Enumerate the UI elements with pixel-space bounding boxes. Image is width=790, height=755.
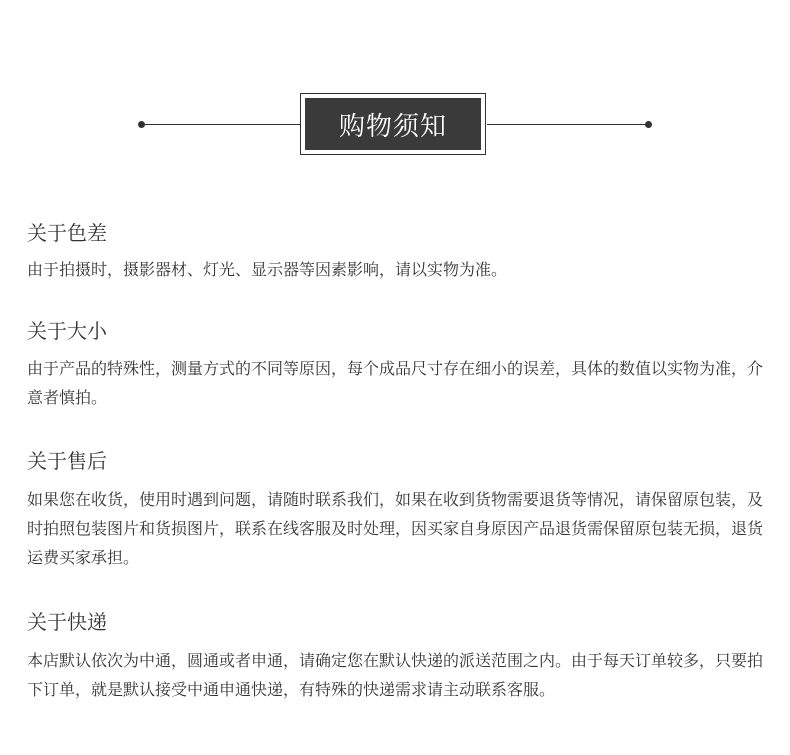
section-color-difference — [27, 220, 767, 284]
title-divider-right — [487, 124, 649, 125]
section-body: 本店默认依次为中通，圆通或者申通，请确定您在默认快递的派送范围之内。由于每天订单较多，只要拍下订单，就是默认接受中通申通快递，有特殊的快递需求请主动联系客服。 — [27, 651, 764, 699]
section-body: 由于产品的特殊性，测量方式的不同等原因，每个成品尺寸存在细小的误差，具体的数值以实物为准，介意者慎拍。 — [27, 359, 764, 407]
page-title: 购物须知 — [338, 111, 447, 142]
section-body: 如果您在收货，使用时遇到问题，请随时联系我们，如果在收到货物需要退货等情况，请保留原包装，及时拍照包装图片和货损图片，联系在线客服及时处理，因买家自身原因产品退货需保留原包装无损，退货运费买家承担。 — [27, 490, 764, 567]
title-dot-left — [138, 121, 145, 128]
section-heading: 关于色差 — [27, 221, 107, 245]
section-after-sales — [27, 448, 767, 572]
title-box — [305, 98, 481, 150]
section-delivery — [27, 609, 767, 704]
section-heading: 关于大小 — [27, 319, 107, 343]
section-heading: 关于售后 — [27, 449, 107, 473]
section-size — [27, 318, 767, 412]
title-frame — [300, 93, 486, 155]
page-title-banner — [0, 93, 790, 157]
section-body: 由于拍摄时，摄影器材、灯光、显示器等因素影响，请以实物为准。 — [27, 260, 508, 279]
section-heading: 关于快递 — [27, 610, 107, 634]
title-dot-right — [645, 121, 652, 128]
title-divider-left — [141, 124, 301, 125]
